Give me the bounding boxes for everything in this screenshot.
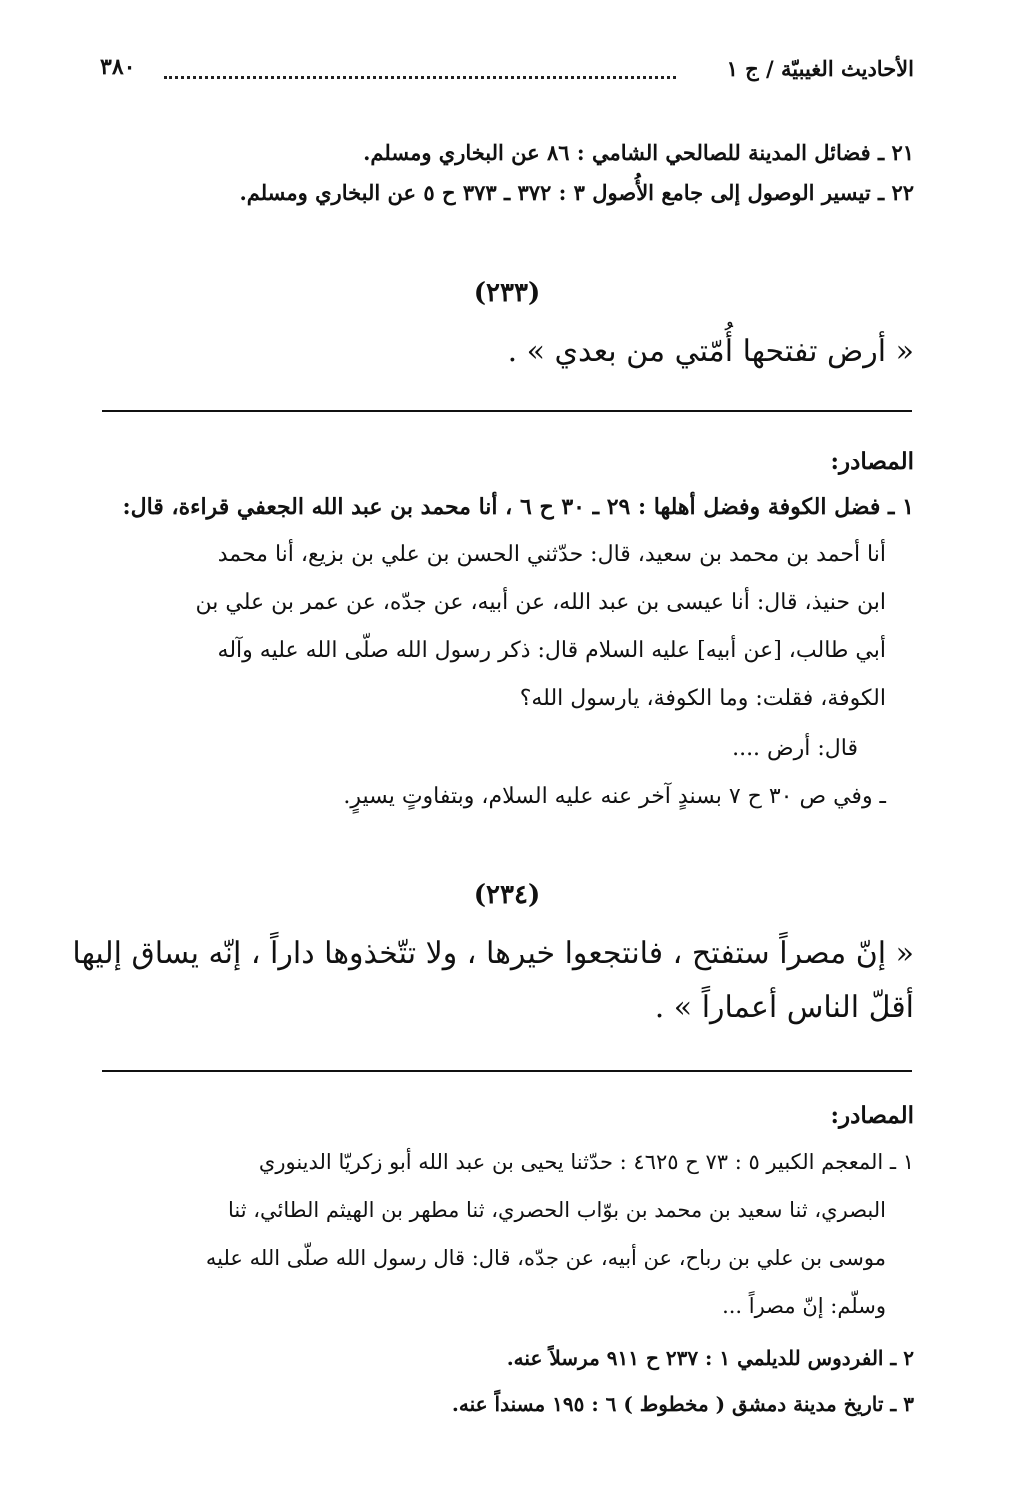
source-line: وسلّم: إنّ مصراً ...	[722, 1294, 886, 1318]
sources-heading: المصادر:	[830, 1102, 914, 1129]
hadith-text: « إنّ مصراً ستفتح ، فانتجعوا خيرها ، ولا تتّخذوها داراً ، إنّه يساق إليها	[72, 936, 914, 971]
leader-dots	[164, 76, 676, 79]
reference-line: ٢٢ ـ تيسير الوصول إلى جامع الأُصول ٣ : ٣٧٢ ـ ٣٧٣ ح ٥ عن البخاري ومسلم.	[239, 180, 914, 205]
sources-list	[100, 494, 914, 834]
source-line: موسى بن علي بن رباح، عن أبيه، عن جدّه، قال: قال رسول الله صلّى الله عليه	[205, 1246, 886, 1270]
running-title: الأحاديث الغيبيّة / ج ١	[726, 56, 914, 81]
divider	[102, 1070, 912, 1072]
source-line: ١ ـ فضل الكوفة وفضل أهلها : ٢٩ ـ ٣٠ ح ٦ ، أنا محمد بن عبد الله الجعفي قراءة، قال:	[122, 494, 914, 520]
source-line: البصري، ثنا سعيد بن محمد بن بوّاب الحصري، ثنا مطهر بن الهيثم الطائي، ثنا	[227, 1198, 886, 1222]
page-header	[100, 50, 914, 90]
sources-list	[100, 1150, 914, 1430]
reference-line: ٢١ ـ فضائل المدينة للصالحي الشامي : ٨٦ عن البخاري ومسلم.	[363, 140, 914, 165]
source-line: أنا أحمد بن محمد بن سعيد، قال: حدّثني الحسن بن علي بن بزيع، أنا محمد	[217, 542, 886, 567]
source-line: ٢ ـ الفردوس للديلمي ١ : ٢٣٧ ح ٩١١ مرسلاً عنه.	[506, 1346, 914, 1370]
source-line: ٣ ـ تاريخ مدينة دمشق ( مخطوط ) ٦ : ١٩٥ مسنداً عنه.	[451, 1392, 914, 1416]
source-line: أبي طالب، [عن أبيه] عليه السلام قال: ذكر رسول الله صلّى الله عليه وآله	[217, 638, 886, 663]
source-line: قال: أرض ....	[732, 736, 858, 761]
hadith-text: « أرض تفتحها أُمّتي من بعدي » .	[507, 334, 914, 369]
source-line: ١ ـ المعجم الكبير ٥ : ٧٣ ح ٤٦٢٥ : حدّثنا يحيى بن عبد الله أبو زكريّا الدينوري	[258, 1150, 914, 1174]
page-number: ٣٨٠	[100, 54, 136, 80]
divider	[102, 410, 912, 412]
source-line: ـ وفي ص ٣٠ ح ٧ بسندٍ آخر عنه عليه السلام، وبتفاوتٍ يسيرٍ.	[343, 784, 886, 809]
sources-heading: المصادر:	[830, 448, 914, 475]
source-line: ابن حنيذ، قال: أنا عيسى بن عبد الله، عن أبيه، عن جدّه، عن عمر بن علي بن	[195, 590, 886, 615]
hadith-number: (٢٣٣)	[473, 278, 541, 308]
hadith-number: (٢٣٤)	[473, 880, 541, 910]
hadith-text: أقلّ الناس أعماراً » .	[654, 990, 914, 1025]
source-line: الكوفة، فقلت: وما الكوفة، يارسول الله؟	[519, 686, 886, 711]
